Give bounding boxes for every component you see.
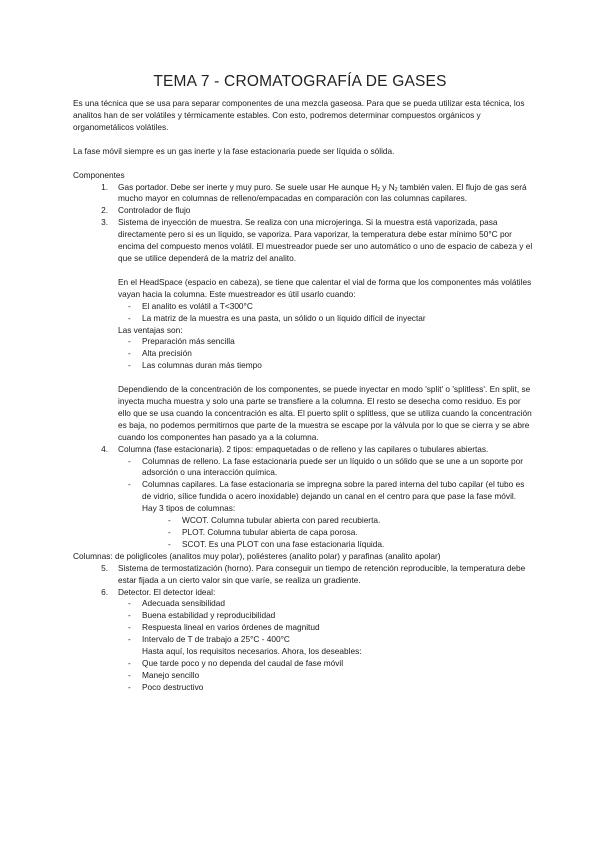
list-item-flow-controller [73, 205, 533, 217]
list-item: - Poco destructivo [128, 681, 204, 692]
item-number: 5. [101, 562, 108, 573]
list-item: - WCOT. Columna tubular abierta con pared recubierta. [168, 515, 381, 526]
intro-paragraph: Es una técnica que se usa para separar componentes de una mezcla gaseosa. Para que se pueda utilizar esta técnica, los analitos han de ser volátiles y térmicamente estables. Con esto, podremos determinar compuestos orgánicos y organometálicos volátiles. [73, 98, 525, 132]
list-item: - SCOT. Es una PLOT con una fase estacionaria líquida. [168, 538, 385, 549]
list-item-thermostat [73, 563, 533, 587]
capillary-types-list [142, 515, 533, 551]
list-item: - Preparación más sencilla [128, 336, 235, 347]
list-item: - Que tarde poco y no dependa del caudal de fase móvil [128, 657, 344, 668]
item-number: 3. [101, 217, 108, 228]
split-paragraph: Dependiendo de la concentración de los componentes, se puede inyectar en modo 'split' o 'splitless'. En split, se inyecta mucha muestra y solo una parte se transfiere a la columna. El resto se desecha como residuo. Es por ello que se usa cuando la concentración es alta. El puerto split o splitless, que se utiliza cuando la concentración es baja, no podemos permitirnos que parte de la muestra se escape por la válvula por lo que se cierra y se abre cuando los componentes han pasado ya a la columna. [118, 384, 532, 442]
item-text: Controlador de flujo [118, 205, 191, 216]
list-item: - Adecuada sensibilidad [128, 598, 226, 609]
advantages-heading: Las ventajas son: [118, 324, 183, 335]
list-item: - Intervalo de T de trabajo a 25°C - 400°C [128, 634, 290, 645]
item-text: Sistema de inyección de muestra. Se realiza con una microjeringa. Si la muestra está vaporizada, pasa directamente pero si es un líquido, se vaporiza. Para vaporizar, la temperatura debe estar mínimo 50°C por encima del compuesto menos volátil. El muestreador puede ser uno automático o uno de espacio de cabeza y el que se utilice dependerá de la matriz del analito. [118, 217, 533, 263]
page-title: TEMA 7 - CROMATOGRAFÍA DE GASES [153, 73, 447, 90]
advantages-list [118, 336, 533, 372]
list-item: - Manejo sencillo [128, 669, 200, 680]
item-text: Gas portador. Debe ser inerte y muy puro. Se suele usar He aunque $H_2$ y $N_2$ también valen. El flujo de gas será mucho mayor en columnas de relleno/empacadas en comparación con las columnas capilares. [118, 181, 527, 204]
list-item: - Alta precisión [128, 348, 192, 359]
list-item: - La matriz de la muestra es una pasta, un sólido o un líquido difícil de inyectar [128, 312, 426, 323]
item-text: Columna (fase estacionaria). 2 tipos: empaquetadas o de relleno y las capilares o tubulares abiertas. [118, 443, 489, 454]
list-item: - Las columnas duran más tiempo [128, 360, 262, 371]
item-number: 2. [101, 205, 108, 216]
list-item: - PLOT. Columna tubular abierta de capa porosa. [168, 527, 358, 537]
list-item: - Columnas capilares. La fase estacionaria se impregna sobre la pared interna del tubo capilar (el tubo es de vidrio, sílice fundida o acero inoxidable) dejando un canal en el centro para que pase la fase móvil. Hay 3 tipos de columnas: - WCOT. Columna tubular abierta con pared recubierta. - PLOT. Columna tubular abierta de capa porosa. - SCOT. Es una PLOT con una fase estacionaria líquida. [118, 479, 533, 550]
list-item: - Columnas de relleno. La fase estacionaria puede ser un líquido o un sólido que se une a un soporte por adsorción o una interacción química. [128, 455, 523, 478]
detector-ideal-list [118, 598, 533, 646]
detector-desirable-list [118, 658, 533, 694]
item-number: 1. [101, 181, 108, 192]
list-item-column [73, 444, 533, 551]
requirements-note: Hasta aquí, los requisitos necesarios. Ahora, los deseables: [142, 646, 362, 657]
item-text: Detector. El detector ideal: [118, 586, 216, 597]
headspace-list [118, 301, 533, 325]
list-item: - Buena estabilidad y reproducibilidad [128, 610, 276, 621]
item-text: Sistema de termostatización (horno). Para conseguir un tiempo de retención reproducible, la temperatura debe estar fijada a un cierto valor sin que varíe, se realiza un gradiente. [118, 562, 526, 585]
list-item-carrier-gas [73, 182, 533, 206]
list-item-injection-system [73, 217, 533, 443]
item-number: 4. [101, 443, 108, 454]
columns-note: Columnas: de poliglicoles (analitos muy polar), poliésteres (analito polar) y parafinas (analito apolar) [73, 550, 441, 561]
column-types-list [118, 456, 533, 551]
list-item-detector [73, 587, 533, 694]
phases-paragraph: La fase móvil siempre es un gas inerte y la fase estacionaria puede ser líquida o sólida. [73, 145, 395, 156]
headspace-paragraph: En el HeadSpace (espacio en cabeza), se tiene que calentar el vial de forma que los componentes más volátiles vayan hacia la columna. Este muestreador es útil usarlo cuando: [118, 276, 532, 299]
components-heading: Componentes [73, 169, 125, 180]
list-item: - Respuesta lineal en varios órdenes de magnitud [128, 622, 320, 633]
document-body [73, 98, 533, 694]
list-item: - El analito es volátil a T<300°C [128, 300, 253, 311]
item-number: 6. [101, 586, 108, 597]
